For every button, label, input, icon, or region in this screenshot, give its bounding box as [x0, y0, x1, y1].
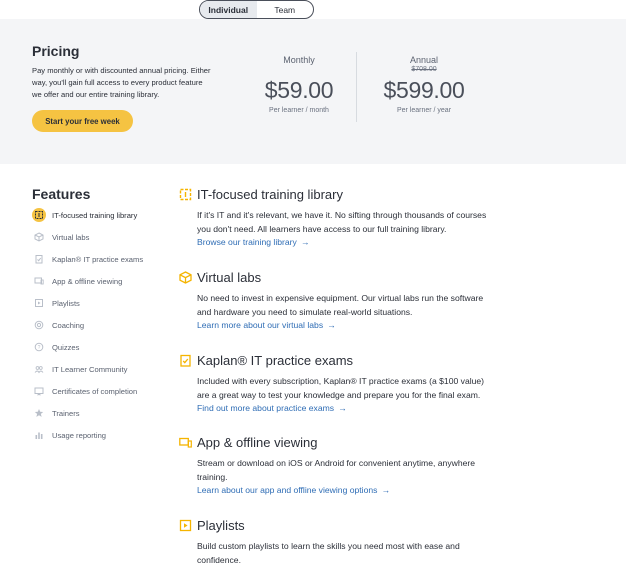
virtual-labs-link[interactable]: Learn more about our virtual labs → [197, 320, 336, 330]
sidebar-item-label: IT Learner Community [52, 364, 128, 374]
annual-label: Annual [409, 55, 439, 65]
clipboard-check-icon [179, 354, 192, 367]
sidebar-item-trainers[interactable] [32, 402, 143, 424]
playlist-icon [179, 519, 192, 532]
annual-old-price: $708.00 [411, 66, 437, 73]
feature-title: IT-focused training library [197, 187, 343, 202]
sidebar-item-label: Kaplan® IT practice exams [52, 254, 144, 264]
feature-title: Kaplan® IT practice exams [197, 353, 354, 368]
feature-block-app-offline [179, 435, 509, 495]
sidebar-item-label: Virtual labs [52, 232, 90, 242]
features-title: Features [32, 186, 91, 202]
sidebar-item-label: IT-focused training library [52, 210, 138, 220]
sidebar-item-app-offline[interactable] [32, 270, 143, 292]
sidebar-item-label: App & offline viewing [52, 276, 123, 286]
monthly-label: Monthly [283, 55, 315, 65]
clipboard-check-icon [32, 252, 46, 266]
sidebar-item-label: Quizzes [52, 342, 80, 352]
sidebar-item-label: Trainers [52, 408, 80, 418]
bar-chart-icon [32, 428, 46, 442]
sidebar-item-virtual-labs[interactable] [32, 226, 143, 248]
browse-library-link[interactable]: Browse our training library → [197, 237, 310, 247]
annual-price: $599.00 [383, 77, 465, 103]
arrow-right-icon: → [338, 403, 347, 413]
arrow-right-icon: → [327, 320, 336, 330]
sidebar-item-label: Usage reporting [52, 430, 107, 440]
pricing-section [0, 19, 626, 164]
start-free-week-button[interactable]: Start your free week [32, 110, 133, 132]
monthly-per: Per learner / month [269, 107, 329, 114]
sidebar-item-coaching[interactable] [32, 314, 143, 336]
sidebar-item-practice-exams[interactable] [32, 248, 143, 270]
cube-icon [179, 271, 192, 284]
devices-icon [32, 274, 46, 288]
sidebar-item-usage-reporting[interactable] [32, 424, 143, 446]
practice-exams-link[interactable]: Find out more about practice exams → [197, 403, 347, 413]
feature-title: App & offline viewing [197, 435, 318, 450]
pricing-title: Pricing [32, 43, 80, 59]
library-icon [32, 208, 46, 222]
arrow-right-icon: → [300, 237, 310, 247]
annual-per: Per learner / year [396, 107, 452, 114]
coaching-icon [32, 318, 46, 332]
star-icon [32, 406, 46, 420]
sidebar-item-label: Playlists [52, 298, 80, 308]
cube-icon [32, 230, 46, 244]
sidebar-item-quizzes[interactable] [32, 336, 143, 358]
sidebar-item-playlists[interactable] [32, 292, 143, 314]
feature-body: Stream or download on iOS or Android for convenient anytime, anywhere training. [197, 458, 476, 482]
monthly-price: $59.00 [264, 77, 334, 103]
quiz-icon [32, 340, 46, 354]
feature-title: Playlists [197, 518, 245, 533]
feature-title: Virtual labs [197, 270, 262, 285]
app-offline-link[interactable]: Learn about our app and offline viewing options → [197, 485, 391, 495]
monthly-plan [244, 55, 354, 114]
playlist-icon [32, 296, 46, 310]
feature-body: Build custom playlists to learn the skills you need most with ease and confidence. [197, 541, 460, 565]
community-icon [32, 362, 46, 376]
feature-block-training-library [179, 187, 509, 247]
sidebar-item-label: Coaching [52, 320, 85, 330]
plan-type-toggle [199, 0, 314, 19]
feature-body: No need to invest in expensive equipment. Our virtual labs run the software and hardware you need to simulate real-world situations. [197, 293, 484, 317]
feature-body: If it's IT and it's relevant, we have it. No sifting through thousands of courses you don't need. All learners have access to our full training library. [197, 210, 487, 234]
features-sidebar [32, 204, 143, 446]
feature-block-practice-exams [179, 353, 509, 413]
sidebar-item-training-library[interactable] [32, 204, 143, 226]
feature-block-playlists [179, 518, 509, 567]
feature-body: Included with every subscription, Kaplan® IT practice exams (a $100 value) are a great way to test your knowledge and prepare you for the final exam. [197, 376, 485, 400]
arrow-right-icon: → [381, 485, 391, 495]
devices-icon [179, 436, 192, 449]
toggle-individual[interactable]: Individual [200, 1, 257, 18]
annual-plan [369, 55, 479, 114]
toggle-team[interactable]: Team [274, 4, 296, 15]
certificate-icon [32, 384, 46, 398]
pricing-description: Pay monthly or with discounted annual pricing. Either way, you'll gain full access to every product feature we offer and our entire training library. [32, 66, 211, 99]
feature-block-virtual-labs [179, 270, 509, 330]
sidebar-item-community[interactable] [32, 358, 143, 380]
svg-text:?: ? [37, 345, 41, 351]
plan-divider [356, 52, 357, 122]
library-icon [179, 188, 192, 201]
sidebar-item-label: Certificates of completion [52, 386, 138, 396]
sidebar-item-certificates[interactable] [32, 380, 143, 402]
